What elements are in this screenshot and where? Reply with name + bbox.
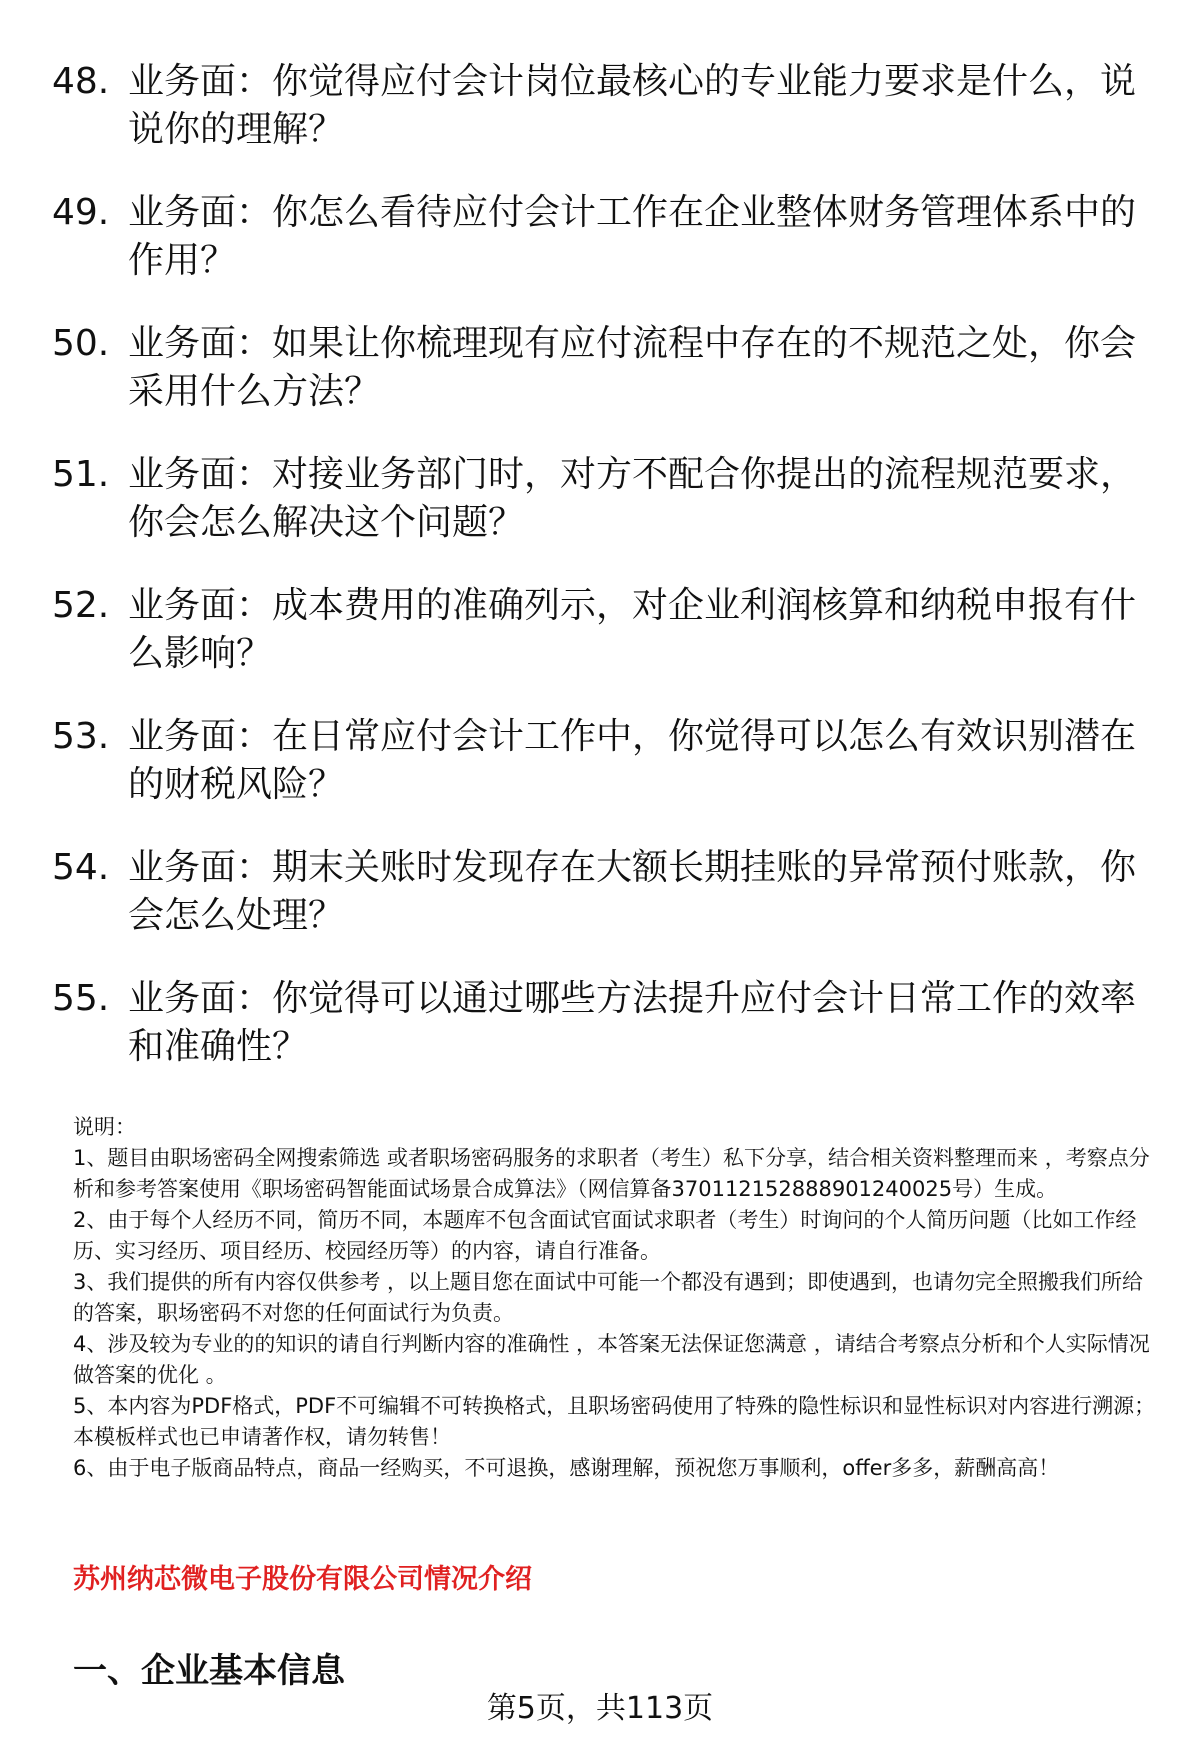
question-item (52, 844, 1142, 940)
question-number: 50. (52, 323, 110, 364)
question-item (52, 320, 1142, 416)
question-number: 51. (52, 454, 110, 495)
note-item: 5、本内容为PDF格式，PDF不可编辑不可转换格式，且职场密码使用了特殊的隐性标识和显性标识对内容进行溯源；本模板样式也已申请著作权，请勿转售！ (73, 1394, 1156, 1449)
notes-title: 说明： (73, 1115, 136, 1139)
question-number: 48. (52, 61, 110, 102)
question-text: 业务面：如果让你梳理现有应付流程中存在的不规范之处，你会采用什么方法？ (128, 323, 1137, 412)
question-text: 业务面：成本费用的准确列示，对企业利润核算和纳税申报有什么影响？ (128, 585, 1137, 674)
note-item: 1、题目由职场密码全网搜索筛选 或者职场密码服务的求职者（考生）私下分享，结合相关资料整理而来 ，考察点分析和参考答案使用《职场密码智能面试场景合成算法》（网信算备370112152888901240025号）生成。 (73, 1146, 1150, 1201)
question-text: 业务面：你觉得应付会计岗位最核心的专业能力要求是什么，说说你的理解？ (128, 61, 1137, 150)
notes-section (73, 1112, 1163, 1484)
page-footer: 第5页，共113页 (486, 1691, 714, 1726)
question-item (52, 189, 1142, 285)
question-item (52, 58, 1142, 154)
note-item: 2、由于每个人经历不同，简历不同，本题库不包含面试官面试求职者（考生）时询问的个人简历问题（比如工作经历、实习经历、项目经历、校园经历等）的内容，请自行准备。 (73, 1208, 1137, 1263)
question-item (52, 451, 1142, 547)
question-text: 业务面：在日常应付会计工作中，你觉得可以怎么有效识别潜在的财税风险？ (128, 716, 1137, 805)
section-title: 一、企业基本信息 (73, 1651, 345, 1691)
question-number: 55. (52, 978, 110, 1019)
question-text: 业务面：期末关账时发现存在大额长期挂账的异常预付账款，你会怎么处理？ (128, 847, 1137, 936)
question-number: 52. (52, 585, 110, 626)
question-item (52, 582, 1142, 678)
question-text: 业务面：你怎么看待应付会计工作在企业整体财务管理体系中的作用？ (128, 192, 1137, 281)
question-text: 业务面：你觉得可以通过哪些方法提升应付会计日常工作的效率和准确性？ (128, 978, 1137, 1067)
question-number: 53. (52, 716, 110, 757)
question-list (52, 58, 1142, 1106)
question-item (52, 713, 1142, 809)
note-item: 3、我们提供的所有内容仅供参考 ，以上题目您在面试中可能一个都没有遇到；即使遇到，也请勿完全照搬我们所给的答案，职场密码不对您的任何面试行为负责。 (73, 1270, 1144, 1325)
company-title: 苏州纳芯微电子股份有限公司情况介绍 (73, 1564, 532, 1595)
question-text: 业务面：对接业务部门时，对方不配合你提出的流程规范要求，你会怎么解决这个问题？ (128, 454, 1137, 543)
note-item: 4、涉及较为专业的的知识的请自行判断内容的准确性 ，本答案无法保证您满意 ，请结合考察点分析和个人实际情况做答案的优化 。 (73, 1332, 1150, 1387)
question-number: 49. (52, 192, 110, 233)
question-number: 54. (52, 847, 110, 888)
question-item (52, 975, 1142, 1071)
note-item: 6、由于电子版商品特点，商品一经购买，不可退换，感谢理解，预祝您万事顺利，offer多多，薪酬高高！ (73, 1456, 1060, 1480)
